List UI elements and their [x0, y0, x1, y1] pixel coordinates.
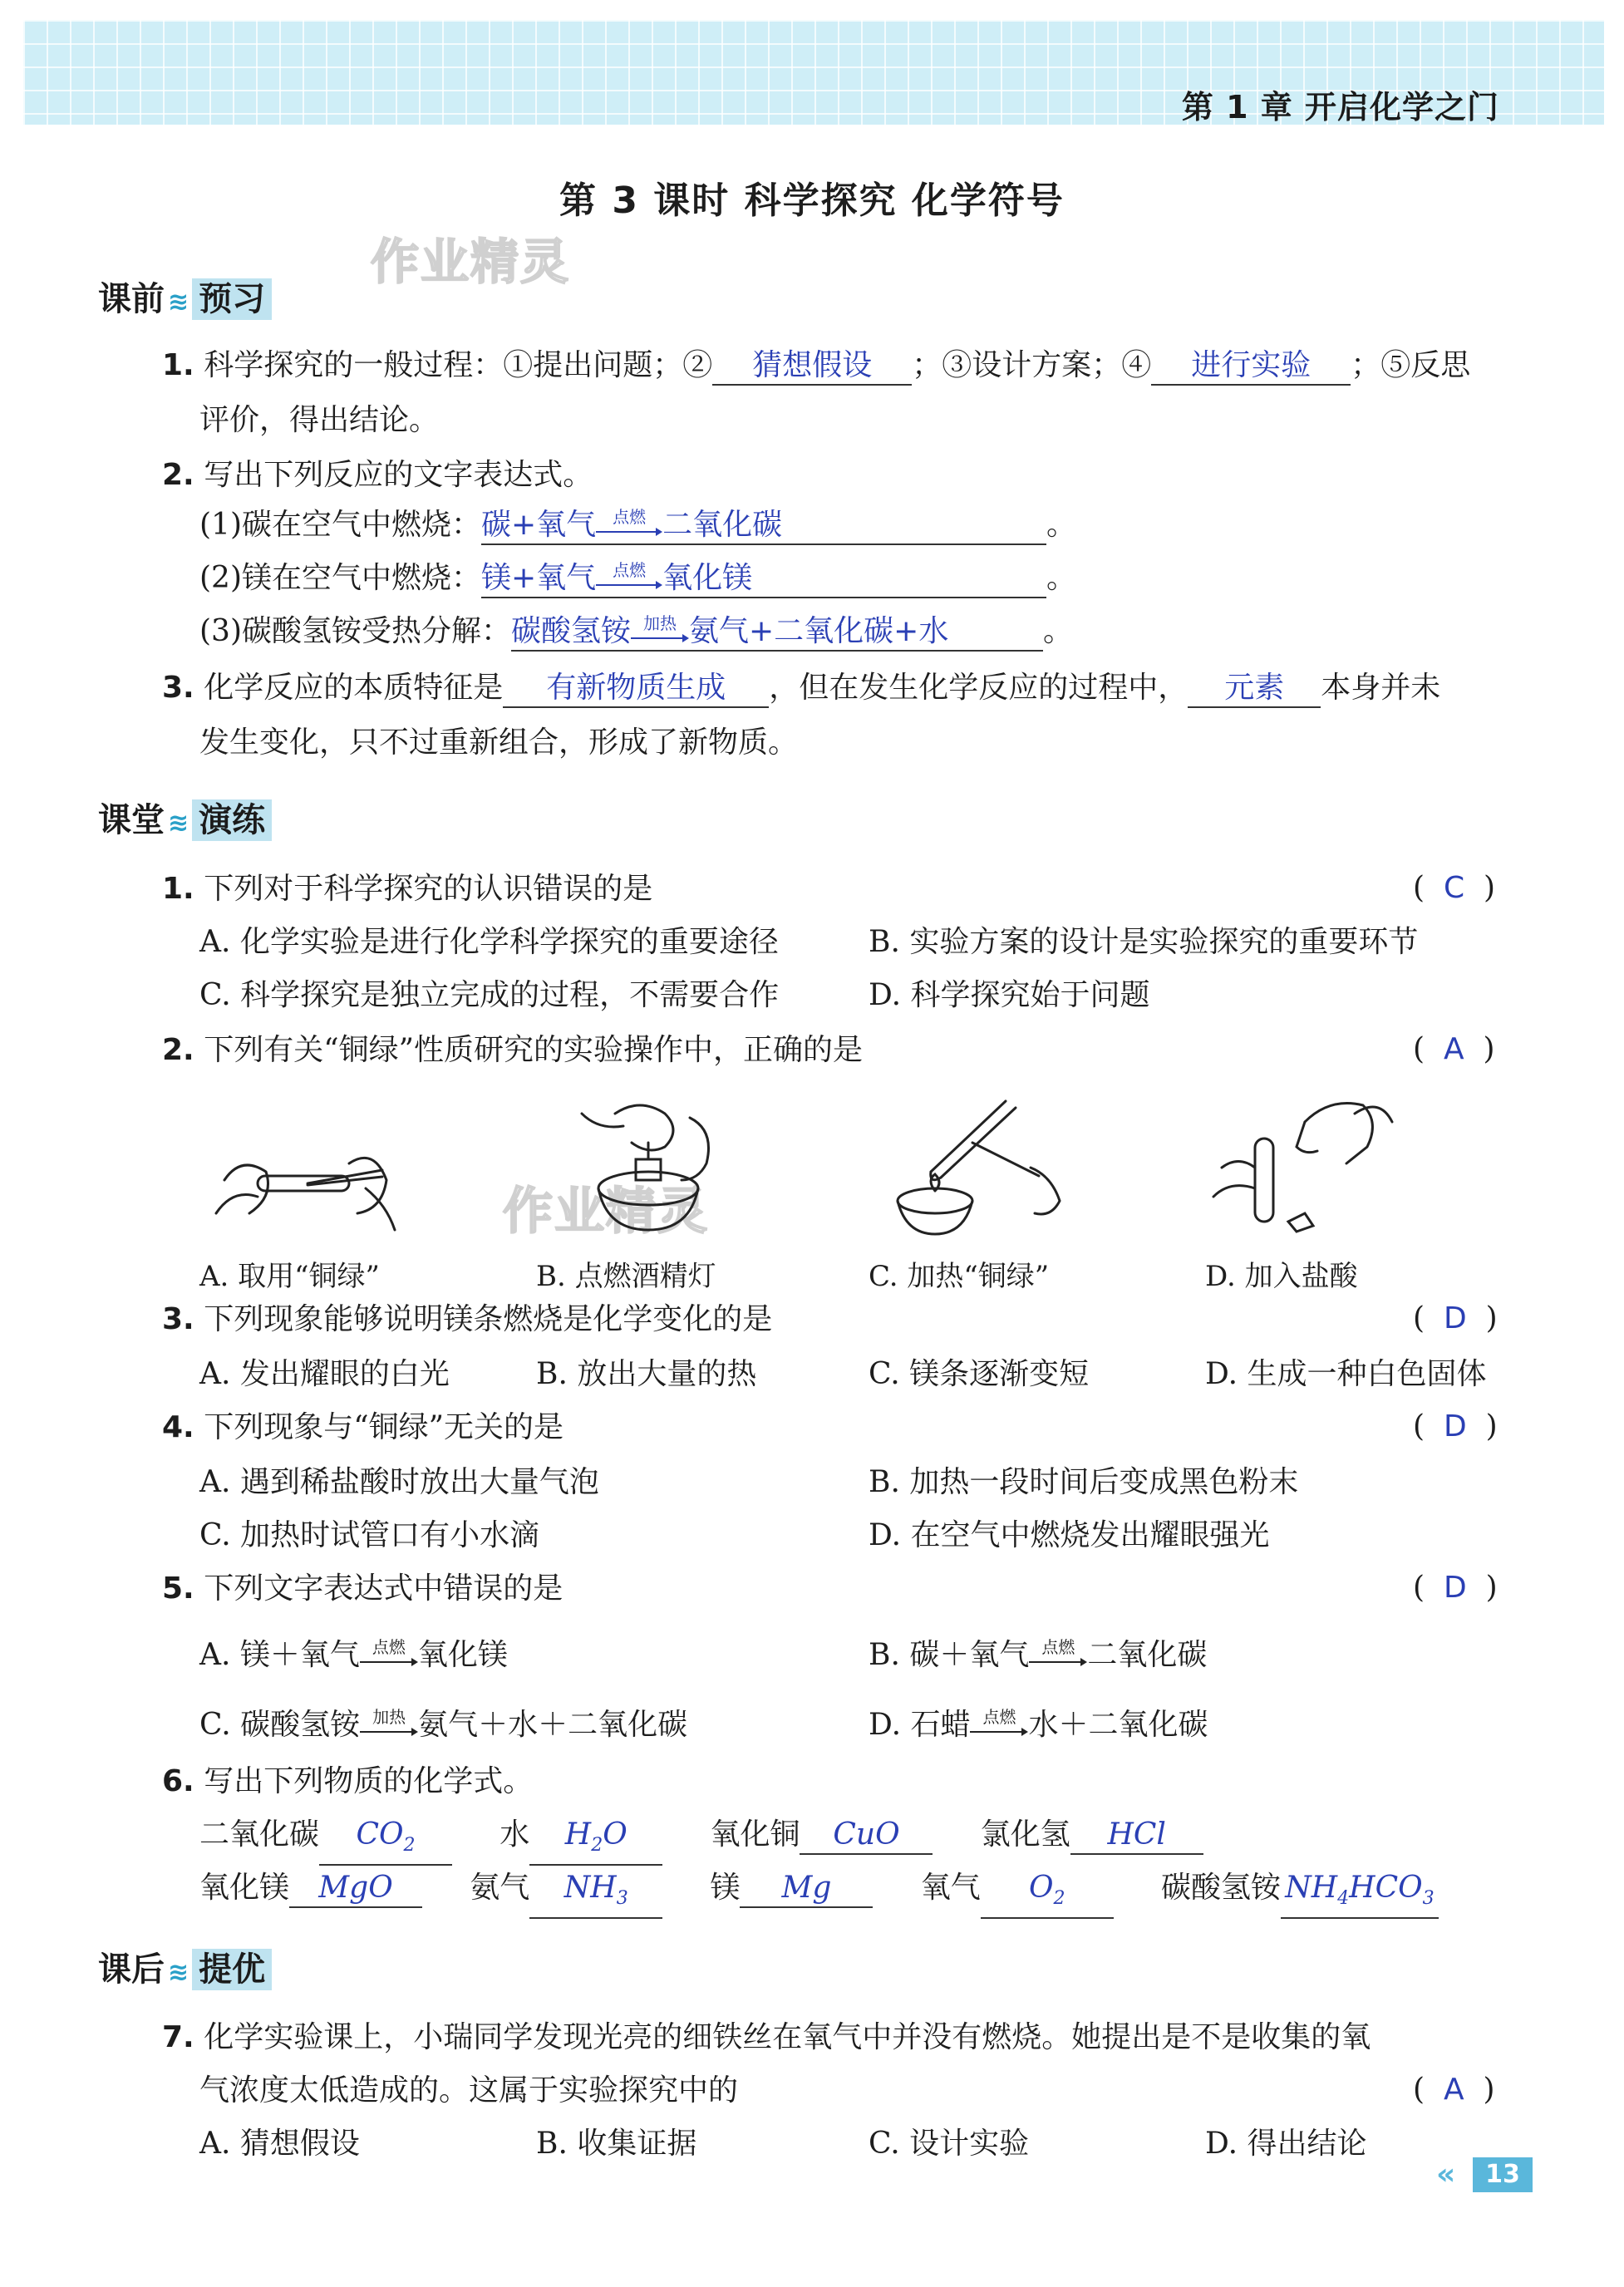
figure-c-heating-test-tube [873, 1093, 1064, 1238]
practice-q3-option-a: A. 发出耀眼的白光 [199, 1357, 450, 1391]
after-q7-line2: 气浓度太低造成的。这属于实验探究中的 [199, 2073, 739, 2107]
practice-q5-stem: 5. 下列文字表达式中错误的是 [162, 1571, 563, 1606]
chapter-title: 第 1 章 开启化学之门 [1181, 89, 1499, 125]
practice-q2-stem: 2. 下列有关“铜绿”性质研究的实验操作中，正确的是 [162, 1033, 863, 1067]
practice-q1-answer: ( C ) [1413, 871, 1496, 905]
practice-q6-stem: 6. 写出下列物质的化学式。 [162, 1764, 534, 1798]
practice-q5-option-a: A. 镁＋氧气 点燃 氧化镁 [199, 1637, 508, 1672]
preview-q2-item1: (1)碳在空气中燃烧：碳+氧气 点燃 二氧化碳 。 [199, 507, 1076, 545]
page-title: 第 3 课时 科学探究 化学符号 [559, 180, 1065, 222]
after-q7-line1: 7. 化学实验课上，小瑞同学发现光亮的细铁丝在氧气中并没有燃烧。她提出是不是收集的氧 [162, 2020, 1371, 2054]
page-arrow-icon: « [1436, 2157, 1456, 2191]
practice-q4-option-b: B. 加热一段时间后变成黑色粉末 [869, 1465, 1299, 1499]
page-number: 13 [1473, 2157, 1533, 2192]
practice-q5-option-d: D. 石蜡 点燃 水＋二氧化碳 [869, 1707, 1208, 1742]
practice-q6-row2: 氧化镁 MgO 氨气 $NH_3$ 镁 Mg 氧气 $O_2$ 碳酸氢铵 $NH_4HCO_3$ [199, 1870, 1439, 1919]
practice-q1-option-c: C. 科学探究是独立完成的过程，不需要合作 [199, 978, 780, 1012]
practice-q4-option-a: A. 遇到稀盐酸时放出大量气泡 [199, 1465, 599, 1499]
practice-q5-answer: ( D ) [1413, 1571, 1498, 1605]
practice-q2-option-b: B. 点燃酒精灯 [536, 1260, 716, 1293]
watermark-logo: 作业精灵 [371, 234, 571, 290]
after-q7-option-d: D. 得出结论 [1205, 2127, 1367, 2161]
practice-q4-stem: 4. 下列现象与“铜绿”无关的是 [162, 1410, 563, 1444]
practice-q1-option-d: D. 科学探究始于问题 [869, 978, 1150, 1012]
watermark-logo-2: 作业精灵 [503, 1183, 709, 1241]
preview-q1-line1: 1. 科学探究的一般过程：①提出问题；② 猜想假设 ；③设计方案；④ 进行实验 ；⑤反思 [162, 347, 1470, 386]
figure-d-adding-acid [1205, 1089, 1396, 1238]
practice-q3-option-b: B. 放出大量的热 [536, 1357, 757, 1391]
practice-q3-answer: ( D ) [1413, 1301, 1498, 1335]
preview-q1-line2: 评价，得出结论。 [199, 403, 440, 437]
preview-q2-stem: 2. 写出下列反应的文字表达式。 [162, 458, 593, 492]
figure-b-alcohol-lamp [565, 1097, 731, 1238]
practice-q4-option-d: D. 在空气中燃烧发出耀眼强光 [869, 1518, 1270, 1552]
practice-q6-row1: 二氧化碳 $CO_2$ 水 $H_2O$ 氧化铜 CuO 氯化氢 HCl [199, 1817, 1203, 1866]
after-q7-answer: ( A ) [1413, 2073, 1495, 2107]
practice-q3-option-d: D. 生成一种白色固体 [1205, 1357, 1487, 1391]
practice-q5-option-c: C. 碳酸氢铵 加热 氨气＋水＋二氧化碳 [199, 1707, 688, 1742]
practice-q1-option-a: A. 化学实验是进行化学科学探究的重要途径 [199, 925, 779, 959]
preview-q2-item3: (3)碳酸氢铵受热分解：碳酸氢铵 加热 氨气+二氧化碳+水 。 [199, 613, 1073, 652]
practice-q1-stem: 1. 下列对于科学探究的认识错误的是 [162, 872, 653, 906]
preview-q3-line1: 3. 化学反应的本质特征是 有新物质生成 ，但在发生化学反应的过程中， 元素 本身并未 [162, 670, 1440, 708]
after-q7-option-c: C. 设计实验 [869, 2127, 1030, 2161]
after-q7-option-b: B. 收集证据 [536, 2127, 697, 2161]
practice-q4-option-c: C. 加热时试管口有小水滴 [199, 1518, 540, 1552]
practice-q1-option-b: B. 实验方案的设计是实验探究的重要环节 [869, 925, 1419, 959]
after-q7-option-a: A. 猜想假设 [199, 2127, 360, 2161]
practice-q3-option-c: C. 镁条逐渐变短 [869, 1357, 1090, 1391]
practice-q2-option-a: A. 取用“铜绿” [199, 1260, 380, 1293]
preview-q3-line2: 发生变化，只不过重新组合，形成了新物质。 [199, 725, 799, 760]
section-practice: 课堂 ≋ 演练 [98, 794, 272, 841]
practice-q5-option-b: B. 碳＋氧气 点燃 二氧化碳 [869, 1637, 1208, 1672]
section-after: 课后 ≋ 提优 [98, 1943, 272, 1990]
practice-q4-answer: ( D ) [1413, 1409, 1498, 1444]
figure-a-tweezers [208, 1130, 399, 1238]
section-preview: 课前 ≋ 预习 [98, 273, 272, 320]
preview-q2-item2: (2)镁在空气中燃烧：镁+氧气 点燃 氧化镁 。 [199, 560, 1076, 598]
practice-q2-option-c: C. 加热“铜绿” [869, 1260, 1050, 1293]
practice-q2-option-d: D. 加入盐酸 [1205, 1260, 1358, 1293]
practice-q2-answer: ( A ) [1413, 1032, 1495, 1066]
practice-q3-stem: 3. 下列现象能够说明镁条燃烧是化学变化的是 [162, 1302, 773, 1336]
